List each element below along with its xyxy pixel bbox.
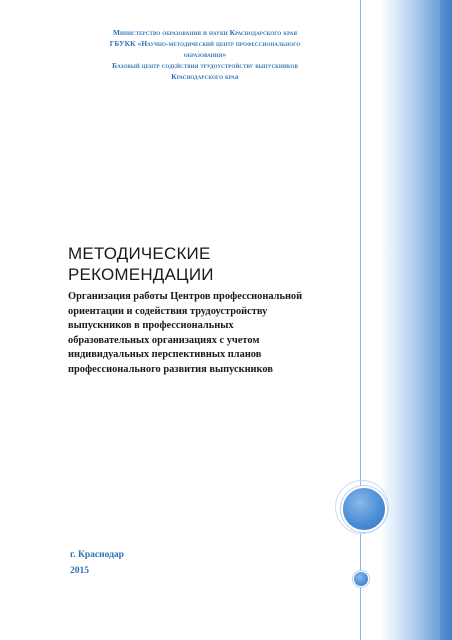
institution-line-cont: образования»: [183, 50, 227, 59]
vertical-divider: [360, 0, 361, 640]
subtitle-line-1: Организация работы Центров профессиональной: [68, 291, 303, 302]
ministry-line: Министерство образования и науки Краснодарского края: [112, 28, 298, 37]
decorative-small-circle: [353, 571, 369, 587]
title-line-1: МЕТОДИЧЕСКИЕ: [68, 244, 211, 263]
title-line-2: РЕКОМЕНДАЦИИ: [68, 265, 214, 284]
year-label: 2015: [70, 566, 89, 576]
institution-line: ГБУКК «Научно-методический центр профессионального: [109, 39, 301, 48]
document-subtitle: [68, 290, 348, 377]
subtitle-line-5: индивидуальных перспективных планов: [68, 349, 262, 360]
center-line-cont: Краснодарского края: [171, 72, 239, 81]
city-label: г. Краснодар: [70, 550, 124, 560]
document-title: [68, 243, 348, 285]
organization-header: [30, 27, 380, 82]
subtitle-line-6: профессионального развития выпускников: [68, 363, 273, 375]
center-line: Базовый центр содействия трудоустройству выпускников: [112, 61, 298, 70]
subtitle-line-4: образовательных организациях с учетом: [68, 334, 260, 346]
subtitle-line-2: ориентации и содействия трудоустройству: [68, 305, 268, 317]
subtitle-line-3: выпускников в профессиональных: [68, 320, 234, 331]
decorative-band-edge: [440, 0, 452, 640]
decorative-large-circle: [341, 486, 387, 532]
